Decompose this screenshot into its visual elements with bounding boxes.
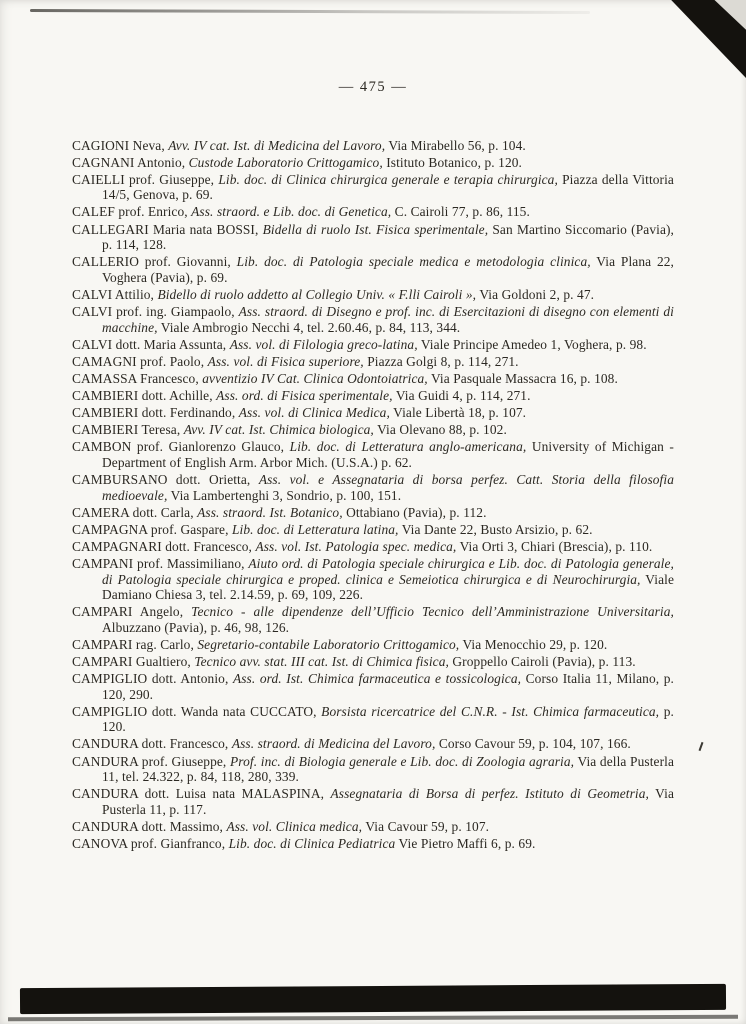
entry-title: Lib. doc. di Letteratura latina, <box>231 521 399 537</box>
entry-title: Ass. straord. Ist. Botanico, <box>197 504 343 520</box>
directory-entry <box>72 304 674 335</box>
directory-entry <box>72 522 674 538</box>
entry-text: Viale Ambrogio Necchi 4, tel. 2.60.46, p. 84, 113, 344. <box>157 319 461 335</box>
entry-title: Ass. vol. di Clinica Medica, <box>238 405 390 421</box>
directory-list <box>72 138 674 852</box>
entry-title: Avv. IV cat. Ist. di Medicina del Lavoro, <box>168 137 386 153</box>
entry-text: CAMPAGNARI dott. Francesco, <box>72 538 256 554</box>
entry-text: Via Olevano 88, p. 102. <box>373 422 507 438</box>
entry-title: Custode Laboratorio Crittogamico, <box>188 154 383 170</box>
directory-entry <box>72 539 674 555</box>
entry-text: Istituto Botanico, p. 120. <box>382 154 522 170</box>
entry-text: CALVI Attilio, <box>72 286 158 302</box>
directory-entry <box>72 371 674 387</box>
directory-entry <box>72 505 674 521</box>
entry-title: Ass. vol. di Fisica superiore, <box>207 353 364 369</box>
entry-text: CALVI prof. ing. Giampaolo, <box>72 304 239 320</box>
entry-text: CAIELLI prof. Giuseppe, <box>72 171 219 187</box>
entry-title: Avv. IV cat. Ist. Chimica biologica, <box>183 422 374 438</box>
entry-text: CALLERIO prof. Giovanni, <box>72 254 237 270</box>
entry-text: CANDURA dott. Francesco, <box>72 736 232 752</box>
directory-entry <box>72 439 674 470</box>
entry-text: Via Plana 22, Voghera (Pavia), p. 69. <box>102 254 674 285</box>
entry-text: CANDURA prof. Giuseppe, <box>72 753 230 769</box>
entry-title: Segretario-contabile Laboratorio Crittogamico, <box>197 636 460 652</box>
entry-text: Via Lambertenghi 3, Sondrio, p. 100, 151. <box>167 487 402 503</box>
entry-text: CAMASSA Francesco, <box>72 370 203 386</box>
entry-text: CAMBURSANO dott. Orietta, <box>72 471 259 487</box>
entry-text: Via Menocchio 29, p. 120. <box>459 636 608 652</box>
entry-text: Vie Pietro Maffi 6, p. 69. <box>395 836 536 852</box>
directory-entry <box>72 472 674 503</box>
entry-title: Assegnataria di Borsa di perfez. Istituto di Geometria, <box>330 786 649 802</box>
entry-text: CAMPAGNA prof. Gaspare, <box>72 521 232 537</box>
page-content <box>72 80 674 853</box>
entry-text: CAMERA dott. Carla, <box>72 504 198 520</box>
entry-title: Prof. inc. di Biologia generale e Lib. doc. di Zoologia agraria, <box>229 753 575 769</box>
entry-text: CAMBIERI dott. Ferdinando, <box>72 405 239 421</box>
directory-entry <box>72 354 674 370</box>
directory-entry <box>72 388 674 404</box>
directory-entry <box>72 138 674 154</box>
entry-title: avventizio IV Cat. Clinica Odontoiatrica, <box>202 370 428 386</box>
directory-entry <box>72 637 674 653</box>
entry-title: Tecnico avv. stat. III cat. Ist. di Chimica fisica, <box>194 654 449 669</box>
directory-entry <box>72 819 674 835</box>
entry-text: CAMPIGLIO dott. Wanda nata CUCCATO, <box>72 703 322 719</box>
entry-text: Via Guidi 4, p. 114, 271. <box>392 388 531 403</box>
entry-text: CAGIONI Neva, <box>72 137 169 153</box>
entry-title: Ass. vol. di Filologia greco-latina, <box>229 336 418 352</box>
entry-title: Lib. doc. di Patologia speciale medica e metodologia clinica, <box>236 254 591 270</box>
entry-text: Viale Principe Amedeo 1, Voghera, p. 98. <box>417 336 647 352</box>
entry-text: CALEF prof. Enrico, <box>72 204 192 220</box>
directory-entry <box>72 836 674 852</box>
directory-entry <box>72 556 674 603</box>
directory-entry <box>72 172 674 203</box>
entry-text: Via Mirabello 56, p. 104. <box>385 137 526 153</box>
entry-title: Tecnico - alle dipendenze dell’Ufficio Tecnico dell’Amministrazione Universitaria, <box>191 604 674 620</box>
entry-text: CALVI dott. Maria Assunta, <box>72 336 230 352</box>
entry-text: CAMAGNI prof. Paolo, <box>72 353 208 369</box>
entry-text: Via Pusterla 11, p. 117. <box>102 786 674 817</box>
entry-title: Ass. vol. Clinica medica, <box>226 818 363 834</box>
entry-title: Ass. ord. di Fisica sperimentale, <box>216 388 393 403</box>
entry-text: CALLEGARI Maria nata BOSSI, <box>72 221 263 237</box>
entry-title: Bidella di ruolo Ist. Fisica sperimentale, <box>262 221 489 237</box>
entry-text: University of Michigan - Department of English Arm. Arbor Mich. (U.S.A.) p. 62. <box>102 439 674 470</box>
directory-entry <box>72 604 674 635</box>
directory-entry <box>72 654 674 670</box>
entry-title: Ass. straord. di Disegno e prof. inc. di Esercitazioni di disegno con elementi di macchine, <box>102 304 674 335</box>
entry-title: Ass. straord. e Lib. doc. di Genetica, <box>191 204 392 220</box>
entry-text: Via Goldoni 2, p. 47. <box>476 286 595 302</box>
scan-artifact-bottom-edge <box>8 1015 738 1022</box>
entry-title: Aiuto ord. di Patologia speciale chirurgica e Lib. doc. di Patologia generale, di Patologia speciale chirurgica e proped. clinica e Semeiotica chirurgica e di Neurochirurgia, <box>102 555 674 587</box>
page-number: — 475 — <box>338 79 408 95</box>
entry-title: Bidello di ruolo addetto al Collegio Univ. « F.lli Cairoli », <box>157 286 477 302</box>
entry-title: Ass. straord. di Medicina del Lavoro, <box>231 736 436 752</box>
directory-entry <box>72 754 674 785</box>
entry-text: Via Pasquale Massacra 16, p. 108. <box>427 370 618 386</box>
directory-entry <box>72 155 674 171</box>
entry-text: Piazza Golgi 8, p. 114, 271. <box>363 353 519 369</box>
entry-text: CAMBON prof. Gianlorenzo Glauco, <box>72 439 290 455</box>
entry-title: Lib. doc. di Clinica Pediatrica <box>228 836 396 852</box>
entry-title: Ass. ord. Ist. Chimica farmaceutica e tossicologica, <box>232 671 522 687</box>
scan-artifact-bottom-band <box>20 984 726 1014</box>
directory-entry <box>72 704 674 735</box>
directory-entry <box>72 671 674 702</box>
entry-text: CAMPIGLIO dott. Antonio, <box>72 671 233 687</box>
entry-text: C. Cairoli 77, p. 86, 115. <box>391 204 530 220</box>
entry-text: CAMPANI prof. Massimiliano, <box>72 555 249 571</box>
directory-entry <box>72 254 674 285</box>
directory-entry <box>72 222 674 253</box>
entry-text: CAMBIERI dott. Achille, <box>72 388 217 403</box>
entry-text: San Martino Siccomario (Pavia), p. 114, 128. <box>102 221 674 253</box>
entry-text: Viale Libertà 18, p. 107. <box>389 405 527 421</box>
directory-entry <box>72 736 674 752</box>
scan-artifact-speck <box>699 742 704 751</box>
entry-text: CAMPARI Gualtiero, <box>72 654 195 669</box>
entry-text: Albuzzano (Pavia), p. 46, 98, 126. <box>102 619 290 635</box>
entry-text: Corso Italia 11, Milano, p. 120, 290. <box>102 671 674 702</box>
entry-title: Lib. doc. di Clinica chirurgica generale e terapia chirurgica, <box>218 171 558 187</box>
entry-title: Ass. vol. e Assegnataria di borsa perfez. Catt. Storia della filosofia medioevale, <box>102 471 674 503</box>
directory-entry <box>72 422 674 438</box>
entry-text: Ottabiano (Pavia), p. 112. <box>342 504 487 520</box>
directory-entry <box>72 337 674 353</box>
scan-artifact-top-streak <box>30 9 590 14</box>
entry-text: Via Dante 22, Busto Arsizio, p. 62. <box>398 521 593 537</box>
entry-text: p. 120. <box>102 703 674 735</box>
directory-entry <box>72 405 674 421</box>
entry-text: Via Cavour 59, p. 107. <box>362 818 490 834</box>
directory-entry <box>72 287 674 303</box>
entry-text: CAMBIERI Teresa, <box>72 422 184 438</box>
entry-title: Lib. doc. di Letteratura anglo-americana, <box>289 439 527 455</box>
entry-text: CANOVA prof. Gianfranco, <box>72 836 229 852</box>
entry-text: CAGNANI Antonio, <box>72 154 189 170</box>
entry-text: Viale Damiano Chiesa 3, tel. 2.14.59, p. 69, 109, 226. <box>102 571 674 603</box>
page-corner-fold <box>676 0 746 62</box>
entry-text: Groppello Cairoli (Pavia), p. 113. <box>448 654 636 669</box>
entry-text: CANDURA dott. Luisa nata MALASPINA, <box>72 786 331 802</box>
entry-text: Corso Cavour 59, p. 104, 107, 166. <box>435 736 631 752</box>
entry-text: Via Orti 3, Chiari (Brescia), p. 110. <box>456 538 653 554</box>
entry-text: Piazza della Vittoria 14/5, Genova, p. 69. <box>102 171 674 203</box>
entry-text: CAMPARI rag. Carlo, <box>72 636 198 652</box>
entry-title: Ass. vol. Ist. Patologia spec. medica, <box>255 538 457 554</box>
entry-text: CAMPARI Angelo, <box>72 604 192 620</box>
directory-entry <box>72 786 674 817</box>
entry-title: Borsista ricercatrice del C.N.R. - Ist. Chimica farmaceutica, <box>321 703 660 719</box>
directory-entry <box>72 204 674 220</box>
entry-text: CANDURA dott. Massimo, <box>72 818 227 834</box>
entry-text: Via della Pusterla 11, tel. 24.322, p. 84, 118, 280, 339. <box>102 753 674 785</box>
